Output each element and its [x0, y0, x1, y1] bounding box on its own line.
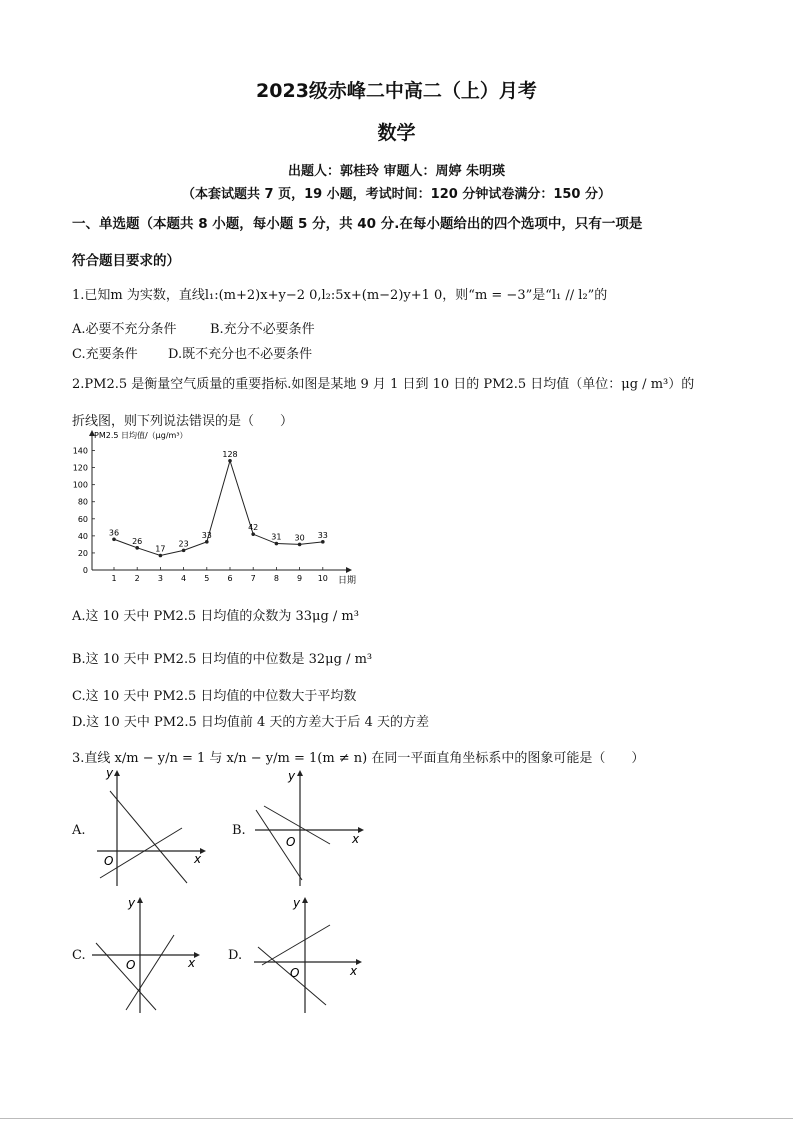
q3-option-b-label: B. — [232, 823, 246, 838]
q2-option-b: B.这 10 天中 PM2.5 日均值的中位数是 32μg / m³ — [72, 652, 373, 667]
q3-graph-c — [88, 895, 203, 1015]
data-label: 36 — [108, 528, 120, 538]
q3-option-d-label: D. — [228, 948, 243, 963]
q3-graph-a — [92, 768, 207, 888]
q3-option-a-label: A. — [72, 823, 86, 838]
data-point — [251, 532, 255, 536]
x-tick-label: 6 — [227, 574, 233, 583]
x-tick-label: 7 — [250, 574, 256, 583]
y-tick-label: 40 — [77, 531, 88, 541]
q1-option-d: D.既不充分也不必要条件 — [168, 347, 313, 362]
axis-y-label: y — [106, 768, 114, 780]
x-tick-label: 3 — [157, 574, 163, 583]
q3-stem: 3.直线 x/m − y/n = 1 与 x/n − y/m = 1(m ≠ n) 在同一平面直角坐标系中的图象可能是（ ） — [72, 751, 645, 766]
svg-text:x: x — [350, 964, 358, 978]
section-heading-line2: 符合题目要求的） — [72, 253, 180, 269]
y-tick-label: 0 — [82, 566, 88, 575]
svg-text:x: x — [188, 956, 196, 970]
pm25-line-chart — [60, 428, 370, 588]
q3-graph-d — [250, 895, 365, 1015]
data-label: 30 — [294, 533, 305, 543]
q2-option-c: C.这 10 天中 PM2.5 日均值的中位数大于平均数 — [72, 689, 357, 704]
q2-option-a: A.这 10 天中 PM2.5 日均值的众数为 33μg / m³ — [72, 609, 359, 624]
q1-option-a: A.必要不充分条件 — [72, 322, 177, 337]
x-axis-arrow — [346, 567, 352, 573]
data-label: 31 — [271, 532, 282, 542]
axis-x-label: x — [194, 852, 202, 866]
q1-option-b: B.充分不必要条件 — [210, 322, 315, 337]
y-axis-label: PM2.5 日均值/（μg/m³） — [94, 431, 188, 440]
data-label: 26 — [132, 536, 143, 546]
exam-info: （本套试题共 7 页，19 小题，考试时间：120 分钟试卷满分：150 分） — [181, 187, 612, 202]
svg-text:x: x — [352, 832, 360, 846]
q3-graph-b — [250, 768, 365, 888]
data-label: 17 — [155, 544, 166, 554]
x-tick-label: 1 — [111, 574, 117, 583]
data-label: 33 — [317, 530, 328, 540]
q2-stem-line1: 2.PM2.5 是衡量空气质量的重要指标.如图是某地 9 月 1 日到 10 日的 PM2.5 日均值（单位：μg / m³）的 — [72, 377, 695, 392]
page-bottom-rule — [0, 1118, 793, 1119]
svg-text:y: y — [128, 896, 136, 910]
origin-label: O — [104, 854, 114, 868]
svg-text:O: O — [290, 966, 300, 980]
data-label: 33 — [201, 530, 212, 540]
data-label: 42 — [248, 523, 259, 533]
q1-option-c: C.充要条件 — [72, 347, 138, 362]
data-point — [135, 546, 139, 550]
y-tick-label: 60 — [77, 514, 88, 524]
x-tick-label: 10 — [317, 574, 328, 583]
data-point — [228, 459, 232, 463]
svg-text:O: O — [286, 835, 296, 849]
svg-text:y: y — [288, 769, 296, 783]
q2-stem-line2: 折线图，则下列说法错误的是（ ） — [72, 414, 294, 429]
y-tick-label: 80 — [77, 497, 88, 507]
data-point — [182, 549, 186, 553]
y-tick-label: 140 — [72, 446, 88, 456]
data-label: 128 — [222, 449, 238, 459]
q3-option-c-label: C. — [72, 948, 86, 963]
q1-stem: 1.已知m 为实数，直线l₁:(m+2)x+y−2 0,l₂:5x+(m−2)y+1 0，则“m = −3”是“l₁ // l₂”的 — [72, 288, 608, 303]
exam-title: 2023级赤峰二中高二（上）月考 — [256, 80, 537, 102]
x-tick-label: 2 — [134, 574, 140, 583]
svg-text:y: y — [293, 896, 301, 910]
q2-option-d: D.这 10 天中 PM2.5 日均值前 4 天的方差大于后 4 天的方差 — [72, 715, 429, 730]
x-tick-label: 9 — [297, 574, 303, 583]
data-point — [112, 537, 116, 541]
y-tick-label: 120 — [72, 463, 88, 473]
data-point — [205, 540, 209, 544]
data-point — [321, 540, 325, 544]
data-label: 23 — [178, 539, 189, 549]
x-axis-label: 日期 — [338, 576, 357, 586]
svg-text:O: O — [126, 958, 136, 972]
authors-line: 出题人：郭桂玲 审题人：周婷 朱明瑛 — [287, 164, 506, 179]
x-tick-label: 8 — [273, 574, 279, 583]
data-point — [298, 543, 302, 547]
y-tick-label: 100 — [72, 480, 88, 490]
x-tick-label: 4 — [181, 574, 187, 583]
data-point — [275, 542, 279, 546]
section-heading-line1: 一、单选题（本题共 8 小题，每小题 5 分，共 40 分.在每小题给出的四个选项中，只有一项是 — [72, 216, 643, 232]
series-line — [114, 461, 323, 556]
y-tick-label: 20 — [77, 548, 88, 558]
data-point — [159, 554, 163, 558]
x-tick-label: 5 — [204, 574, 210, 583]
subject-title: 数学 — [377, 122, 416, 144]
